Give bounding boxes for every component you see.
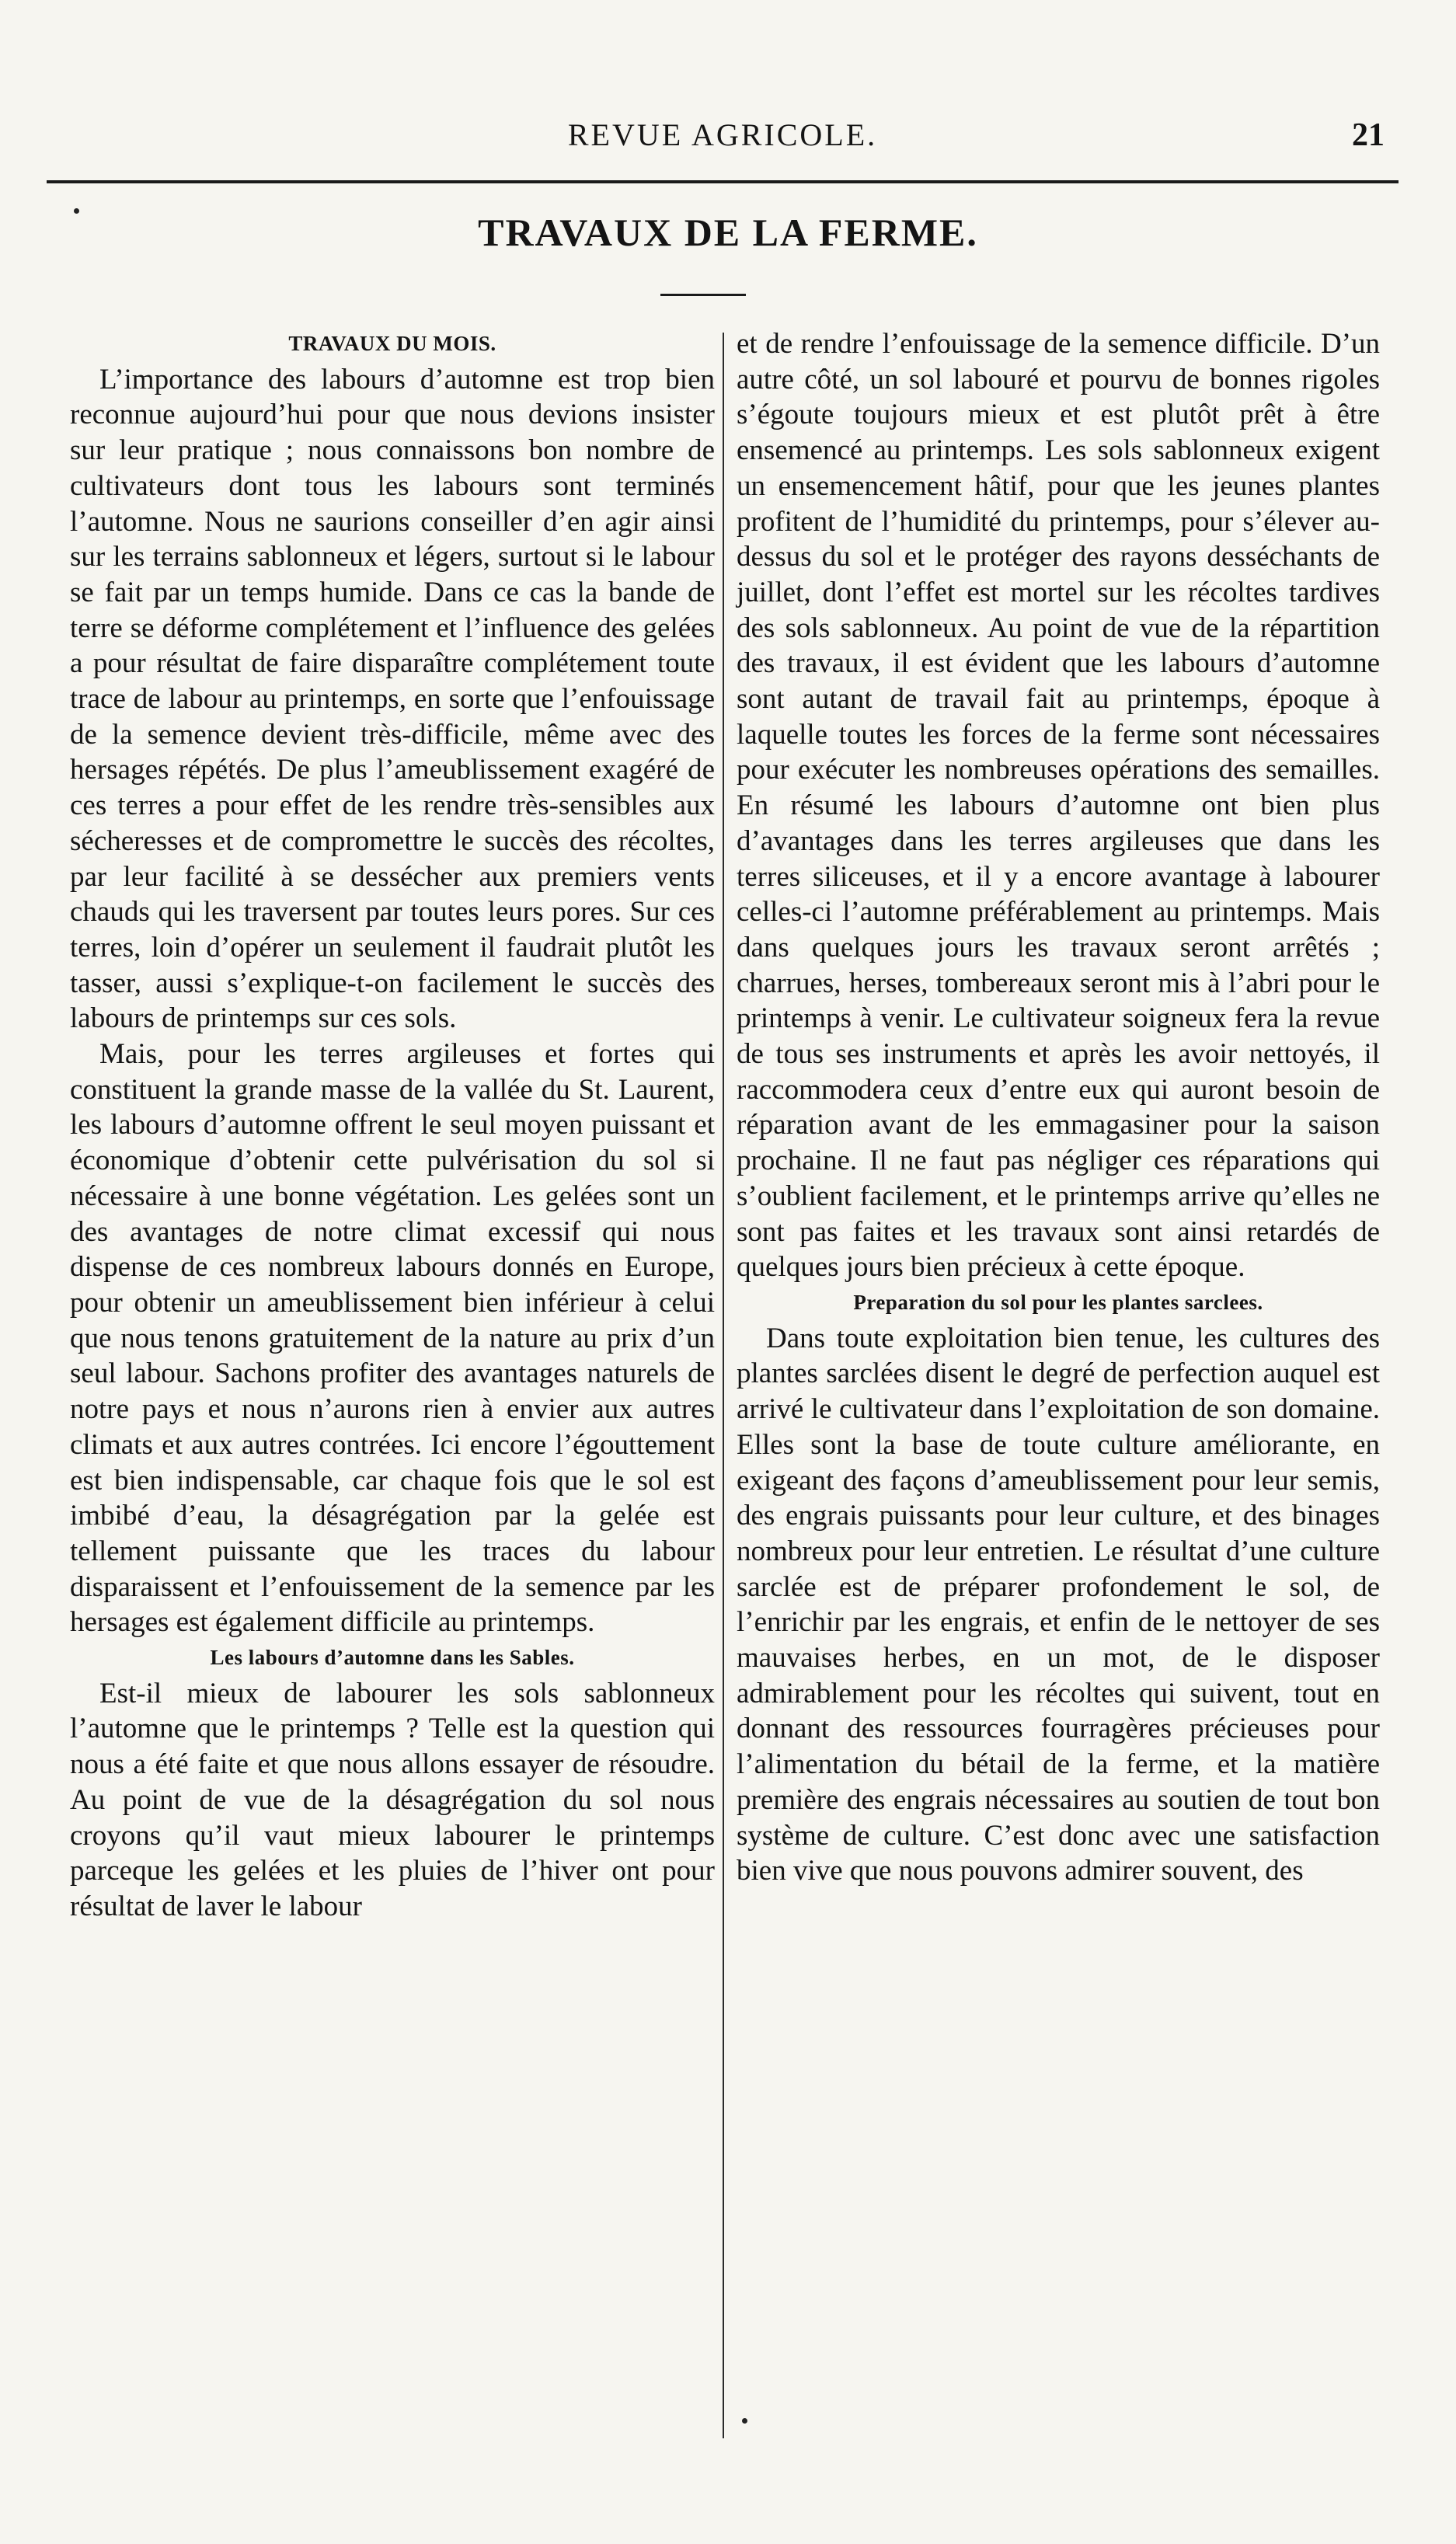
- ink-speck: [74, 208, 79, 214]
- paragraph: et de rendre l’enfouissage de la semence difficile. D’un autre côté, un sol labouré et pourvu de bonnes rigoles s’égoute toujours mieux et est plutôt prêt à être ensemencé au printemps. Les sols sablonneux exigent un ensemencement hâtif, pour que les jeunes plantes profitent de l’humidité du printemps, pour s’élever au-dessus du sol et le protéger des rayons desséchants de juillet, dont l’effet est mortel sur les récoltes tardives des sols sablonneux. Au point de vue de la répartition des travaux, il est évident que les labours d’automne sont autant de travail fait au printemps, époque à laquelle toutes les forces de la ferme sont nécessaires pour exécuter les nombreuses opérations des semailles. En résumé les labours d’automne ont bien plus d’avantages dans les terres argileuses que dans les terres siliceuses, et il y a encore avantage à labourer celles-ci l’automne préférablement au printemps. Mais dans quelques jours les travaux seront arrêtés ; charrues, herses, tombereaux seront mis à l’abri pour le printemps à venir. Le cultivateur soigneux fera la revue de tous ses instruments et après les avoir nettoyés, il raccommodera ceux d’entre eux qui auront besoin de réparation avant de les emmagasiner pour la saison prochaine. Il ne faut pas négliger ces réparations qui s’oublient facilement, et le printemps arrive qu’elles ne sont pas faites et les travaux sont ainsi retardés de quelques jours bien précieux à cette époque.: [737, 328, 1380, 1284]
- left-column: [70, 326, 715, 1925]
- title-rule: [660, 294, 746, 296]
- page-number: 21: [1352, 117, 1385, 153]
- header-rule: [47, 180, 1399, 183]
- right-column: [737, 326, 1380, 1889]
- running-head: [47, 117, 1399, 163]
- paragraph: L’importance des labours d’automne est trop bien reconnue aujourd’hui pour que nous devions insister sur leur pratique ; nous connaissons bon nombre de cultivateurs dont tous les labours sont terminés l’automne. Nous ne saurions conseiller d’en agir ainsi sur les terrains sablonneux et légers, surtout si le labour se fait par un temps humide. Dans ce cas la bande de terre se déforme complétement et l’influence des gelées a pour résultat de faire disparaître complétement toute trace de labour au printemps, en sorte que l’enfouissage de la semence devient très-difficile, même avec des hersages répétés. De plus l’ameublissement exagéré de ces terres a pour effet de les rendre très-sensibles aux sécheresses et de compromettre le succès des récoltes, par leur facilité à se dessécher aux premiers vents chauds qui les traversent par toutes leurs pores. Sur ces terres, loin d’opérer un seulement il faudrait plutôt les tasser, aussi s’explique-t-on facilement le succès des labours de printemps sur ces sols.: [70, 363, 715, 1035]
- running-title: REVUE AGRICOLE.: [567, 117, 878, 152]
- article-title: TRAVAUX DE LA FERME.: [478, 211, 978, 254]
- paragraph: Est-il mieux de labourer les sols sablonneux l’automne que le printemps ? Telle est la question qui nous a été faite et que nous allons essayer de résoudre. Au point de vue de la désagrégation du sol nous croyons qu’il vaut mieux labourer le printemps parceque les gelées et les pluies de l’hiver ont pour résultat de laver le labour: [70, 1677, 715, 1922]
- subhead-labours-sables: Les labours d’automne dans les Sables.: [210, 1646, 575, 1670]
- paragraph: Dans toute exploitation bien tenue, les cultures des plantes sarclées disent le degré de perfection auquel est arrivé le cultivateur dans l’exploitation de son domaine. Elles sont la base de toute culture améliorante, en exigeant des façons d’ameublissement pour leur semis, des engrais puissants pour leur culture, et des binages nombreux pour leur entretien. Le résultat d’une culture sarclée est de préparer profondement le sol, de l’enrichir par les engrais, et enfin de le nettoyer de ses mauvaises herbes, en un mot, de le disposer admirablement pour les récoltes qui suivent, tout en donnant des ressources fourragères précieuses pour l’alimentation du bétail de la ferme, et la matière première des engrais nécessaires au soutien de tout bon système de culture. C’est donc avec une satisfaction bien vive que nous pouvons admirer souvent, des: [737, 1322, 1380, 1887]
- ink-speck: [742, 2418, 747, 2424]
- column-divider: [723, 333, 724, 2438]
- subhead-plantes-sarclees: Preparation du sol pour les plantes sarclees.: [853, 1290, 1263, 1314]
- paragraph: Mais, pour les terres argileuses et fortes qui constituent la grande masse de la vallée du St. Laurent, les labours d’automne offrent le seul moyen puissant et économique d’obtenir cette pulvérisation du sol si nécessaire à une bonne végétation. Les gelées sont un des avantages de notre climat excessif qui nous dispense de ces nombreux labours donnés en Europe, pour obtenir un ameublissement bien inférieur à celui que nous tenons gratuitement de la nature au prix d’un seul labour. Sachons profiter des avantages naturels de notre pays et nous n’aurons rien à envier aux autres climats et aux autres contrées. Ici encore l’égouttement est bien indispensable, car chaque fois que le sol est imbibé d’eau, la désagrégation par la gelée est tellement puissante que les traces du labour disparaissent et l’enfouissement de la semence par les hersages est également difficile au printemps.: [70, 1038, 715, 1639]
- subhead-travaux-du-mois: TRAVAUX DU MOIS.: [288, 332, 496, 355]
